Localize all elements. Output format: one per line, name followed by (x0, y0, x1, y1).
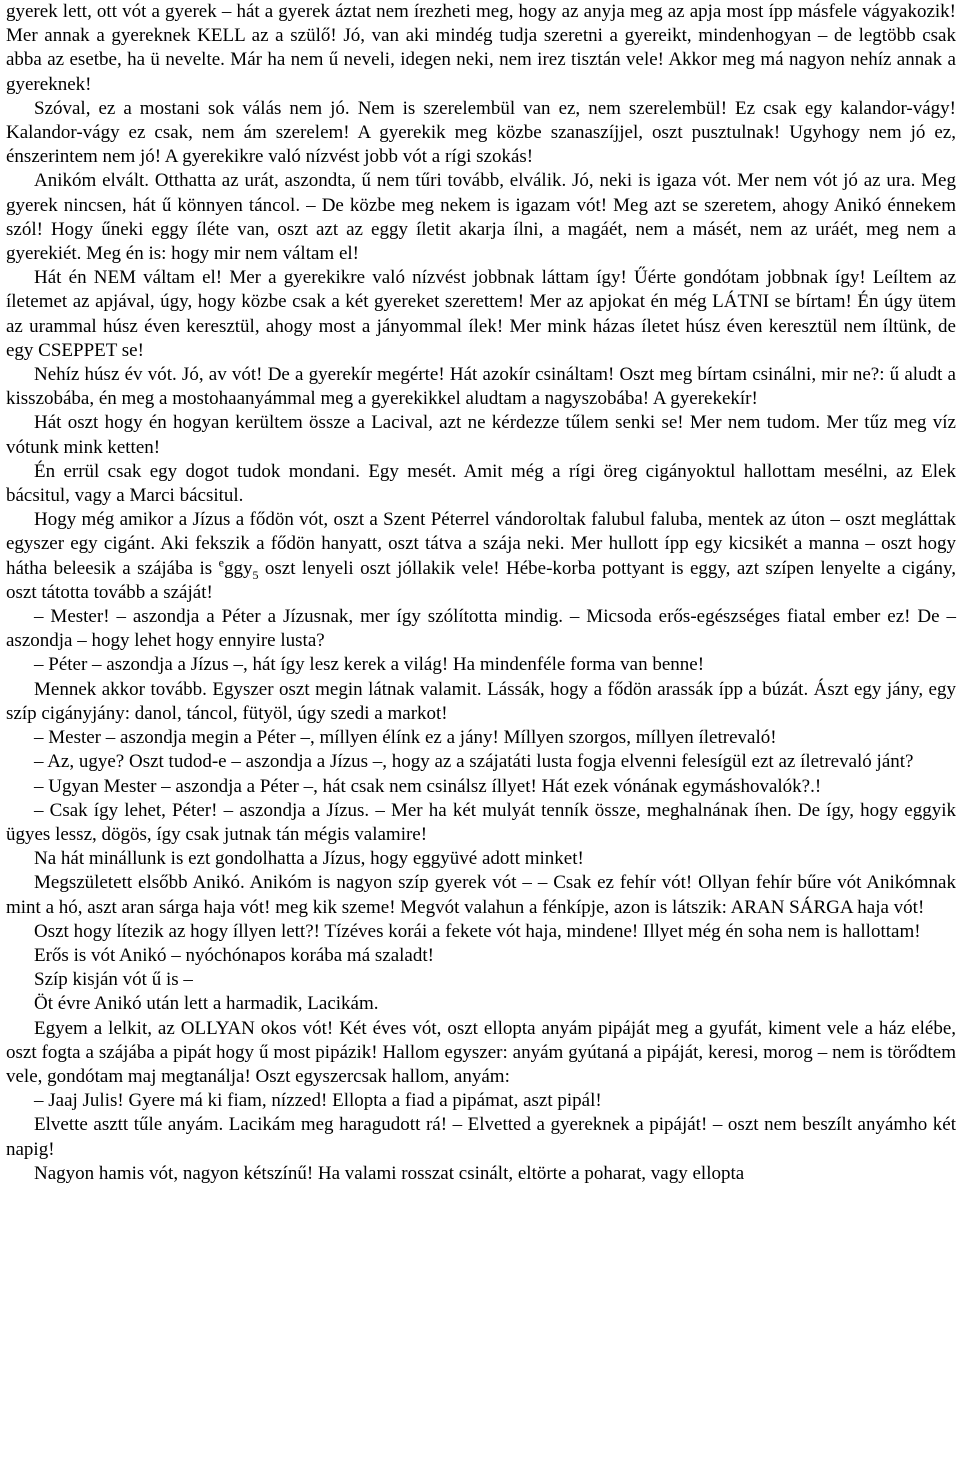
paragraph: Hát oszt hogy én hogyan kerültem össze a Lacival, azt ne kérdezze tűlem senki se! Mer nem tudom. Mer tűz meg víz vótunk mink ketten! (6, 412, 956, 458)
paragraph: Elvette asztt tűle anyám. Lacikám meg haragudott rá! – Elvetted a gyereknek a pipáját! – oszt nem beszílt anyámho két napig! (6, 1114, 956, 1160)
paragraph: – Az, ugye? Oszt tudod-e – aszondja a Jízus –, hogy az a szájatáti lusta fogja elvenni felesígül ezt az íletrevaló jánt? (34, 751, 914, 773)
paragraph: Szóval, ez a mostani sok válás nem jó. Nem is szerelembül van ez, nem szerelembül! Ez csak egy kalandor-vágy! Kalandor-vágy ez csak, nem ám szerelem! A gyerekik meg közbe szanaszíjjel, oszt pusztulnak! Ugyhogy nem jó ez, énszerintem nem jó! A gyerekikre való nízvést jobb vót a rígi szokás! (6, 97, 956, 168)
subscript: 5 (252, 567, 259, 582)
paragraph-text: oszt lenyeli oszt jóllakik vele! Hébe-korba pottyant is eggy, azt szípen lenyelte a cigány, oszt tátotta tovább a száját! (6, 557, 957, 603)
paragraph: Nehíz húsz év vót. Jó, av vót! De a gyerekír megérte! Hát azokír csináltam! Oszt meg bírtam csinálni, mir ne?: ű aludt a kisszobába, én meg a mostohaanyámmal meg a gyerekikkel aludtam a nagyszobába! A gyerekekír! (6, 364, 956, 410)
paragraph: Oszt hogy lítezik az hogy íllyen lett?! Tízéves korái a fekete vót haja, mindene! Illyet még én soha nem is hallottam! (34, 920, 921, 942)
paragraph: – Mester! – aszondja a Péter a Jízusnak, mer így szólította mindig. – Micsoda erős-egészséges fiatal ember ez! De – aszondja – hogy lehet hogy ennyire lusta? (6, 606, 956, 652)
superscript: e (218, 555, 224, 570)
paragraph: – Péter – aszondja a Jízus –, hát így lesz kerek a világ! Ha mindenféle forma van benne! (34, 654, 705, 676)
paragraph (6, 508, 956, 605)
paragraph: Na hát minállunk is ezt gondolhatta a Jízus, hogy eggyüvé adott minket! (34, 848, 584, 870)
paragraph: Mennek akkor tovább. Egyszer oszt megin látnak valamit. Lássák, hogy a fődön arassák ípp a búzát. Ászt egy jány, egy szíp cigányjány: danol, táncol, fütyöl, úgy szedi a markot! (6, 678, 956, 724)
paragraph: – Mester – aszondja megin a Péter –, míllyen élínk ez a jány! Míllyen szorgos, míllyen íletrevaló! (34, 727, 777, 749)
paragraph: Én errül csak egy dogot tudok mondani. Egy mesét. Amit még a rígi öreg cigányoktul hallottam mesélni, az Elek bácsitul, vagy a Marci bácsitul. (6, 460, 956, 507)
paragraph-text: Hogy még amikor a Jízus a fődön vót, oszt a Szent Péterrel vándoroltak falubul faluba, mentek az úton – oszt megláttak egyszer egy cigánt. Aki fekszik a fődön hanyatt, oszt tátva a szája neki. Mer hullott ípp egy kicsikét a manna – oszt hogy hátha beleesik a szájába is (6, 509, 956, 579)
document-page (6, 0, 956, 1186)
paragraph: Erős is vót Anikó – nyóchónapos korába má szaladt! (34, 944, 434, 966)
paragraph: Egyem a lelkit, az OLLYAN okos vót! Két éves vót, oszt ellopta anyám pipáját meg a gyufát, kiment vele a ház elébe, oszt fogta a szájába a pipát hogy ű most pipázik! Hallom egyszer: anyám gyútaná a pipáját, keresi, morog – nem is törődtem vele, gondótam maj megtanálja! Oszt egyszercsak hallom, anyám: (6, 1017, 956, 1087)
paragraph: – Ugyan Mester – aszondja a Péter –, hát csak nem csinálsz íllyet! Hát ezek vónának egymáshovalók?.! (34, 775, 822, 797)
paragraph: Megszületett elsőbb Anikó. Anikóm is nagyon szíp gyerek vót – – Csak ez fehír vót! Ollyan fehír bűre vót Anikómnak mint a hó, aszt aran sárga haja vót! meg kik szeme! Megvót valahun a fénkípje, azon is látszik: ARAN SÁRGA haja vót! (6, 872, 956, 918)
paragraph-text: ggy (223, 557, 253, 579)
paragraph: Hát én NEM váltam el! Mer a gyerekikre való nízvést jobbnak láttam így! Űérte gondótam jobbnak így! Leíltem az íletemet az apjával, úgy, hogy közbe csak a két gyereket szerettem! Mer az apjokat én még LÁTNI se bírtam! Én úgy ütem az urammal húsz éven keresztül, ahogy most a jányommal ílek! Mer mink házas íletet húsz éven keresztül nem íltünk, de egy CSEPPET se! (6, 267, 956, 361)
paragraph: Öt évre Anikó után lett a harmadik, Lacikám. (34, 993, 379, 1015)
paragraph: – Csak így lehet, Péter! – aszondja a Jízus. – Mer ha két mulyát tenník össze, meghalnának íhen. De így, hogy eggyik ügyes lessz, dögös, így csak jutnak tán mégis valamire! (6, 799, 956, 845)
paragraph: – Jaaj Julis! Gyere má ki fiam, nízzed! Ellopta a fiad a pipámat, aszt pipál! (34, 1090, 602, 1112)
paragraph: Anikóm elvált. Otthatta az urát, aszondta, ű nem tűri tovább, elválik. Jó, neki is igaza vót. Mer nem vót jó az ura. Meg gyerek nincsen, hát ű könnyen táncol. – De közbe meg nekem is igazam vót! Meg azt se szeretem, ahogy Anikó énnekem szól! Hogy űneki eggy íléte van, oszt azt az eggy íletit akarja ílni, a magáét, nem a másét, nem az uráét, meg nem a gyerekiét. Meg én is: hogy mir nem váltam el! (6, 170, 956, 265)
paragraph: Nagyon hamis vót, nagyon kétszínű! Ha valami rosszat csinált, eltörte a poharat, vagy ellopta (34, 1162, 745, 1184)
paragraph: gyerek lett, ott vót a gyerek – hát a gyerek áztat nem írezheti meg, hogy az anyja meg az apja most ípp másfele vágyakozik! Mer annak a gyereknek KELL az a szülő! Jó, van aki mindég tudja szeretni a gyereikt, mindenhogyan – de legtöbb csak abba az esetbe, ha ü nevelte. Már ha nem ű neveli, idegen neki, nem irez tisztán vele! Akkor meg má nagyon nehíz annak a gyereknek! (6, 1, 956, 95)
paragraph: Szíp kisján vót ű is – (34, 969, 193, 991)
